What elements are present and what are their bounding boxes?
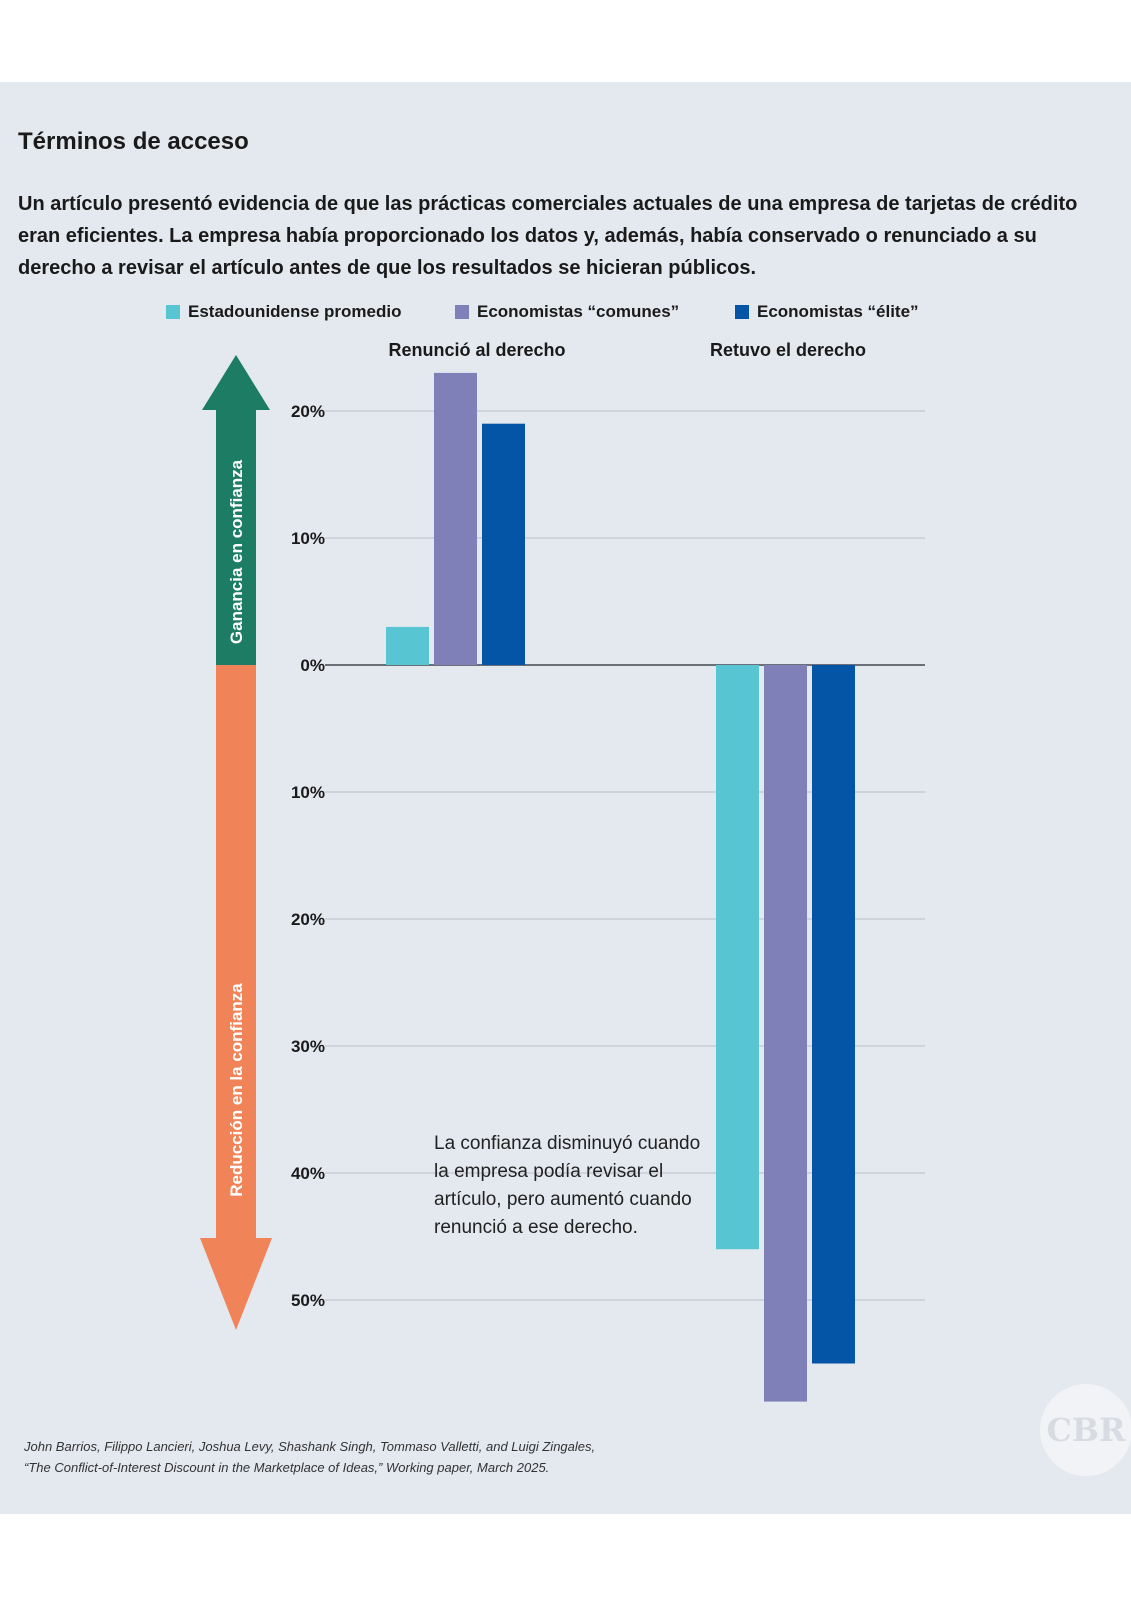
chart-subtitle: Un artículo presentó evidencia de que las prácticas comerciales actuales de una empresa de tarjetas de crédito eran eficientes. La empresa había proporcionado los datos y, además, había conservado o renunciado a su derecho a revisar el artículo antes de que los resultados se hicieran públicos.	[18, 193, 1078, 279]
source-citation	[24, 1436, 595, 1478]
cbr-logo: CBR	[1040, 1384, 1131, 1476]
trust-arrow	[200, 355, 272, 1330]
bar-series-2-group-2	[764, 665, 807, 1402]
bar-series-2-group-1	[434, 373, 477, 665]
bar-series-3-group-2	[812, 665, 855, 1364]
y-tick-label: 30%	[290, 1037, 325, 1056]
y-tick-label: 50%	[290, 1291, 325, 1310]
source-line-1: John Barrios, Filippo Lancieri, Joshua Levy, Shashank Singh, Tommaso Valletti, and Luigi Zingales,	[24, 1439, 596, 1454]
bar-series-1-group-1	[386, 627, 429, 665]
y-axis-ticks	[291, 402, 325, 1310]
gain-arrow-label: Ganancia en confianza	[227, 459, 246, 645]
bar-series-1-group-2	[716, 665, 759, 1249]
group-label-renuncio: Renunció al derecho	[388, 340, 566, 360]
loss-arrow-label: Reducción en la confianza	[227, 983, 246, 1197]
legend-label-estadounidense: Estadounidense promedio	[188, 302, 402, 321]
bar-series-3-group-1	[482, 424, 525, 665]
y-tick-label: 40%	[290, 1164, 325, 1183]
bars	[386, 373, 855, 1402]
legend-label-elite: Economistas “élite”	[757, 302, 919, 321]
annotation-note: La confianza disminuyó cuando la empresa podía revisar el artículo, pero aumentó cuando renunció a ese derecho.	[434, 1133, 701, 1238]
chart-title: Términos de acceso	[18, 128, 249, 155]
y-tick-label: 20%	[290, 402, 325, 421]
y-tick-label: 10%	[290, 783, 325, 802]
source-line-2: “The Conflict-of-Interest Discount in the Marketplace of Ideas,” Working paper, March 2025.	[24, 1460, 550, 1475]
loss-arrow-head	[200, 1238, 272, 1330]
y-tick-label: 10%	[290, 529, 325, 548]
y-tick-label: 0%	[300, 656, 325, 675]
gain-arrow-head	[202, 355, 270, 410]
group-label-retuvo: Retuvo el derecho	[709, 340, 867, 360]
legend-label-comunes: Economistas “comunes”	[477, 302, 680, 321]
y-tick-label: 20%	[290, 910, 325, 929]
